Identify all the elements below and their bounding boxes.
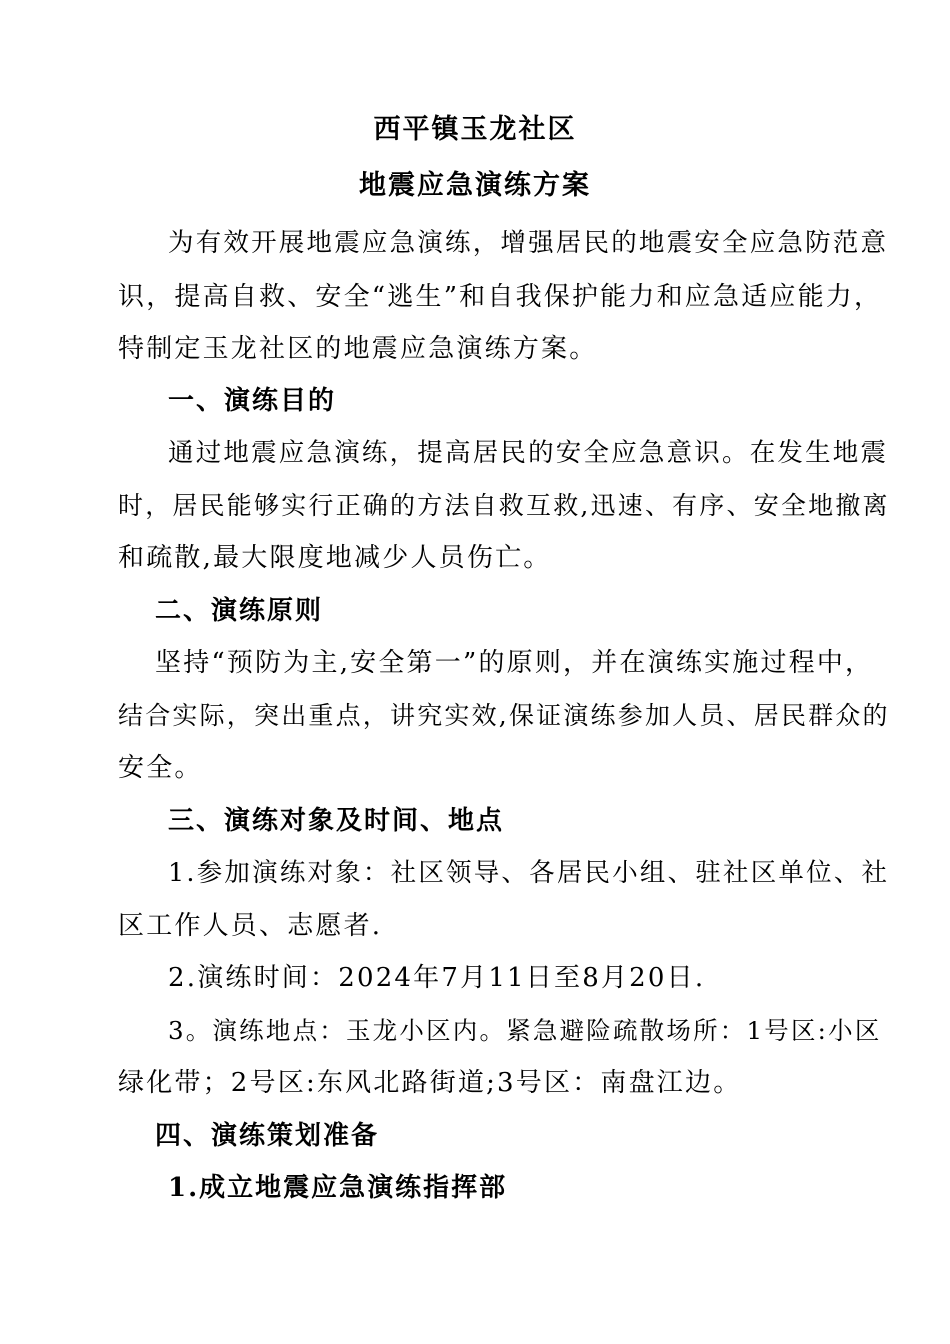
section-heading-planning: 四、演练策划准备 <box>155 1121 380 1151</box>
section-heading-principle: 二、演练原则 <box>155 596 324 626</box>
intro-paragraph-line: 特制定玉龙社区的地震应急演练方案。 <box>118 334 598 364</box>
intro-paragraph-line: 识，提高自救、安全“逃生”和自我保护能力和应急适应能力， <box>118 282 883 312</box>
section-heading-targets-time-place: 三、演练对象及时间、地点 <box>168 806 505 836</box>
section-paragraph-line: 时，居民能够实行正确的方法自救互救,迅速、有序、安全地撤离 <box>118 491 890 520</box>
section-paragraph-line: 和疏散,最大限度地减少人员伤亡。 <box>118 543 552 573</box>
section-paragraph-line: 区工作人员、志愿者. <box>118 911 383 941</box>
section-paragraph-line: 结合实际，突出重点，讲究实效,保证演练参加人员、居民群众的 <box>118 701 890 730</box>
subsection-heading-command: 1.成立地震应急演练指挥部 <box>168 1173 508 1203</box>
section-paragraph-line: 1.参加演练对象：社区领导、各居民小组、驻社区单位、社 <box>168 858 890 888</box>
section-paragraph-line: 安全。 <box>118 753 203 783</box>
section-paragraph-line: 2.演练时间：2024年7月11日至8月20日. <box>168 963 706 993</box>
section-heading-purpose: 一、演练目的 <box>168 386 337 416</box>
section-paragraph-line: 坚持“预防为主,安全第一”的原则，并在演练实施过程中， <box>155 648 874 678</box>
section-paragraph-line: 绿化带；2号区:东风北路街道;3号区：南盘江边。 <box>118 1068 742 1098</box>
document-title-line-2: 地震应急演练方案 <box>359 170 591 201</box>
section-paragraph-line: 通过地震应急演练，提高居民的安全应急意识。在发生地震 <box>168 438 889 468</box>
document-title-line-1: 西平镇玉龙社区 <box>373 114 577 145</box>
section-paragraph-line: 3。演练地点：玉龙小区内。紧急避险疏散场所：1号区:小区 <box>168 1016 882 1045</box>
intro-paragraph-line: 为有效开展地震应急演练，增强居民的地震安全应急防范意 <box>168 228 889 258</box>
